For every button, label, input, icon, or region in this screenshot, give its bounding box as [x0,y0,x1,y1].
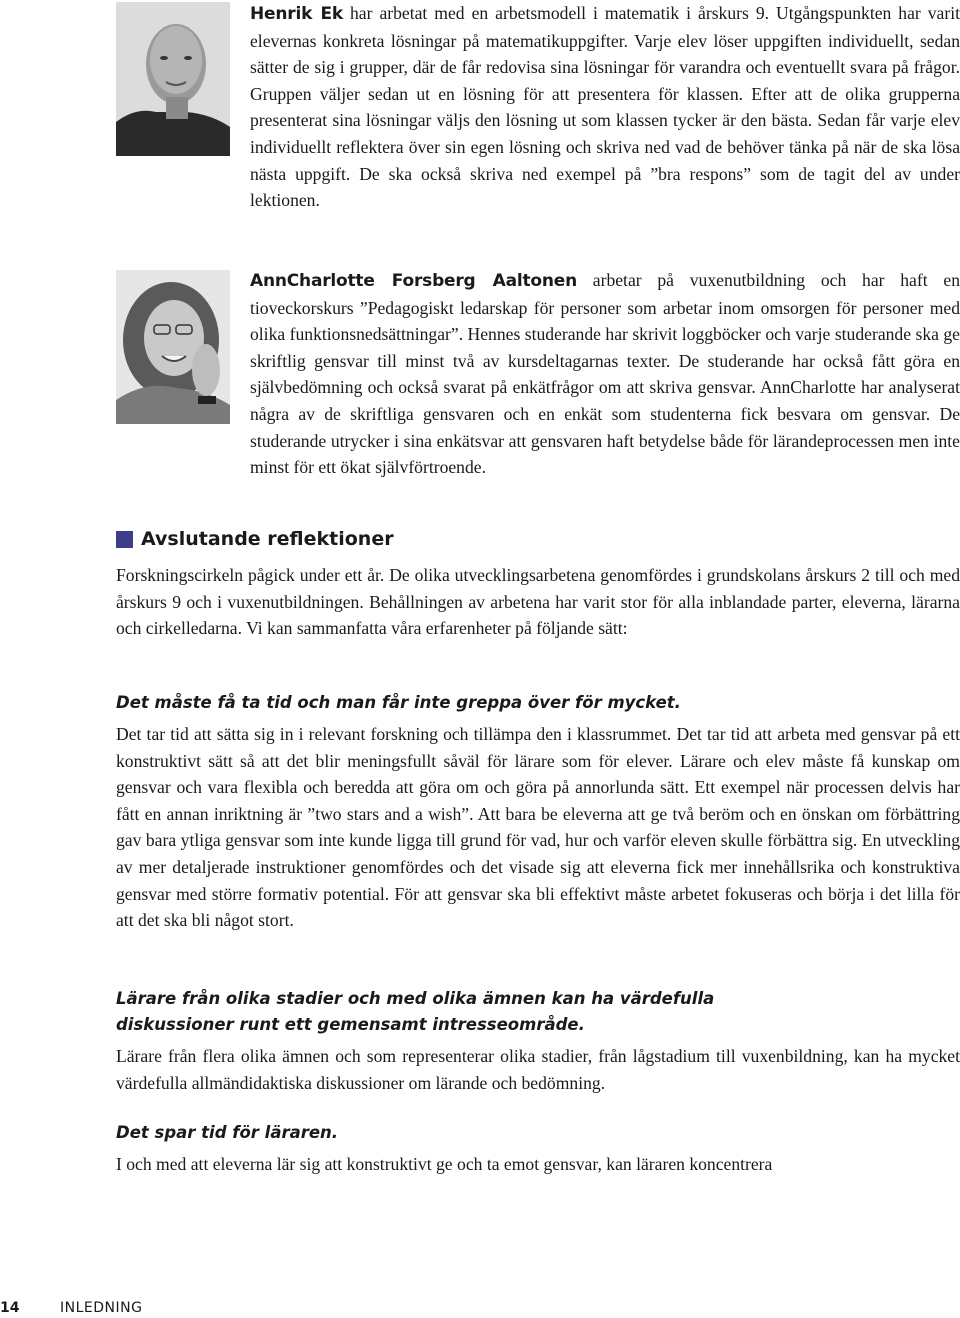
point-heading: Lärare från olika stadier och med olika ämnen kan ha värdefulla diskussioner runt ett gemensamt intresseområde. [116,989,715,1034]
heading-square-icon [116,531,133,548]
section-heading-text: Avslutande reflektioner [141,528,394,550]
bio-text: arbetar på vuxenutbildning och har haft en tioveckorskurs ”Pedagogiskt ledarskap för personer som arbetar inom omsorgen för personer med olika funktionsnedsättningar”. Hennes studerande har skrivit loggböcker och varje studerande ska ge skriftlig gensvar till minst två av kursdeltagarnas texter. De studerande har också fått göra en självbedömning och också svarat på enkätfrågor om att skriva gensvar. AnnCharlotte har analyserat några av de skriftliga gensvaren och en enkät som studenterna fick besvara om gensvar. De studerande utrycker i sina enkätsvar att gensvaren haft betydelse både för lärandeprocessen men inte minst för ett ökat självförtroende. [250,270,960,478]
bio-text: har arbetat med en arbetsmodell i matematik i årskurs 9. Utgångspunkten har varit elevernas konkreta lösningar på matematikuppgifter. Varje elev löser uppgiften individuellt, sedan sätter de sig i grupper, där de får redovisa sina lösningar för varandra och eventuellt svara på frågor. Gruppen väljer sedan ut en lösning för att presentera för klassen. Efter att de olika grupperna presenterat sina lösningar väljs den lösning ut som klassen tycker är den bästa. Sedan får varje elev individuellt reflektera över sin egen lösning och skriva ned vad de behöver tänka på när de ska lösa nästa uppgift. De ska också skriva ned exempel på ”bra respons” som de tagit del av under lektionen. [250,3,960,211]
bio-henrik-ek [250,0,960,214]
point-paragraph: Det tar tid att sätta sig in i relevant forskning och tillämpa den i klassrummet. Det tar tid att arbeta med gensvar på ett konstruktivt sätt så att det blir meningsfullt såväl för lärare som för elever. Lärare och elev måste få kunskap om gensvar och vara flexibla och beredda att göra om och göra på annorlunda sätt. Ett exempel när processen delvis har fått en annan inriktning är ”two stars and a wish”. Att bara be eleverna att ge två beröm och en önskan om förbättring gav bara ytliga gensvar som inte kunde ligga till grund för vad, hur och varför eleven skulle förbättra sig. En utveckling av mer detaljerade instruktioner genomfördes och det visade sig att eleverna fick mer innehållsrika och konstruktiva gensvar med större formativ potential. För att gensvar ska bli effektivt måste arbetet fokuseras och börja i det lilla för att det ska bli något stort. [116,724,960,931]
footer-section-label: INLEDNING [60,1300,143,1316]
page-number: 14 [0,1300,20,1316]
point-paragraph: I och med att eleverna lär sig att konstruktivt ge och ta emot gensvar, kan läraren koncentrera [116,1154,773,1174]
point-heading: Det spar tid för läraren. [116,1123,339,1142]
portrait-henrik-ek [116,2,230,156]
bio-name: Henrik Ek [250,4,344,24]
section-heading [116,526,394,552]
portrait-anncharlotte-forsberg-aaltonen [116,270,230,424]
bio-anncharlotte-forsberg-aaltonen [250,267,960,481]
bio-name: AnnCharlotte Forsberg Aaltonen [250,271,578,291]
intro-paragraph: Forskningscirkeln pågick under ett år. De olika utvecklingsarbetena genomfördes i grundskolans årskurs 2 till och med årskurs 9 och i vuxenutbildningen. Behållningen av arbetena har varit stor för alla inblandade parter, eleverna, lärarna och cirkelledarna. Vi kan sammanfatta våra erfarenheter på följande sätt: [116,565,960,639]
point-paragraph: Lärare från flera olika ämnen och som representerar olika stadier, från lågstadium till vuxenbildning, kan ha mycket värdefulla allmändidaktiska diskussioner om lärande och bedömning. [116,1046,960,1093]
point-heading: Det måste få ta tid och man får inte greppa över för mycket. [116,693,681,712]
